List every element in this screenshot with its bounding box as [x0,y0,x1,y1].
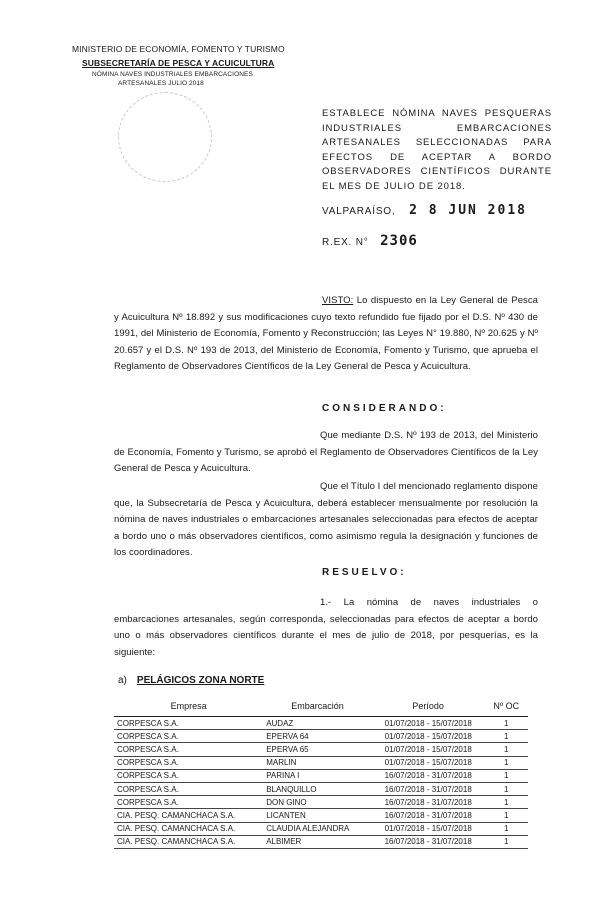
cell-oc: 1 [485,809,528,822]
official-stamp [118,92,212,182]
header-periodo: Período [372,696,485,717]
cell-embarcacion: ALBIMER [263,835,372,848]
cell-periodo: 01/07/2018 - 15/07/2018 [372,756,485,769]
considerando-2: Que el Título I del mencionado reglamento dispone que, la Subsecretaría de Pesca y Acuicultura, deberá establecer mensualmente por resolución la nómina de naves industriales o embarcaciones artesanales seleccionadas para efectos de aceptar a bordo uno o más observadores científicos, como asimismo regula la designación y funciones de los coordinadores. [114,481,538,559]
cell-empresa: CORPESCA S.A. [114,743,263,756]
header-oc: Nº OC [485,696,528,717]
visto-label: VISTO: [322,295,354,306]
header-subline-1: NÓMINA NAVES INDUSTRIALES EMBARCACIONES [92,71,253,78]
table-header-row [114,696,528,717]
cell-empresa: CORPESCA S.A. [114,796,263,809]
cell-periodo: 01/07/2018 - 15/07/2018 [372,743,485,756]
section-a-heading [118,675,264,686]
table-row [114,717,528,730]
cell-periodo: 16/07/2018 - 31/07/2018 [372,796,485,809]
cell-periodo: 01/07/2018 - 15/07/2018 [372,822,485,835]
cell-embarcacion: DON GINO [263,796,372,809]
cell-empresa: CORPESCA S.A. [114,756,263,769]
table-row [114,756,528,769]
subsecretaria-header: SUBSECRETARÍA DE PESCA Y ACUICULTURA [82,58,275,68]
table-row [114,796,528,809]
vessel-table [114,696,528,849]
cell-oc: 1 [485,796,528,809]
cell-periodo: 16/07/2018 - 31/07/2018 [372,809,485,822]
handwritten-date: 2 8 JUN 2018 [409,203,527,218]
cell-embarcacion: CLAUDIA ALEJANDRA [263,822,372,835]
cell-empresa: CIA. PESQ. CAMANCHACA S.A. [114,835,263,848]
resuelvo-1: 1.- La nómina de naves industriales o embarcaciones artesanales, según corresponda, seleccionadas para efectos de aceptar a bordo uno o más observadores científicos durante el mes de julio de 2018, por pesquerías, es la siguiente: [114,597,538,658]
resuelvo-heading: RESUELVO: [322,567,407,578]
table-row [114,835,528,848]
cell-periodo: 16/07/2018 - 31/07/2018 [372,782,485,795]
cell-empresa: CIA. PESQ. CAMANCHACA S.A. [114,822,263,835]
cell-embarcacion: AUDAZ [263,717,372,730]
cell-embarcacion: PARINA I [263,769,372,782]
cell-periodo: 16/07/2018 - 31/07/2018 [372,769,485,782]
cell-embarcacion: LICANTEN [263,809,372,822]
ministry-header: MINISTERIO DE ECONOMÍA, FOMENTO Y TURISMO [72,44,285,54]
table-row [114,782,528,795]
cell-periodo: 16/07/2018 - 31/07/2018 [372,835,485,848]
resolution-number [322,233,418,249]
cell-periodo: 01/07/2018 - 15/07/2018 [372,717,485,730]
considerando-heading: CONSIDERANDO: [322,403,447,414]
place-label: VALPARAÍSO, [322,206,396,217]
cell-embarcacion: EPERVA 64 [263,730,372,743]
visto-text: Lo dispuesto en la Ley General de Pesca y Acuicultura Nº 18.892 y sus modificaciones cuyo texto refundido fue fijado por el D.S. Nº 430 de 1991, del Ministerio de Economía, Fomento y Reconstrucción; las Leyes N° 19.880, Nº 20.625 y Nº 20.657 y el D.S. Nº 193 de 2013, del Ministerio de Economía, Fomento y Turismo, que aprueba el Reglamento de Observadores Científicos de la Ley General de Pesca y Acuicultura. [114,295,538,373]
cell-oc: 1 [485,717,528,730]
cell-embarcacion: MARLIN [263,756,372,769]
cell-embarcacion: EPERVA 65 [263,743,372,756]
resolution-label: R.EX. N° [322,237,369,248]
table-row [114,743,528,756]
cell-empresa: CORPESCA S.A. [114,730,263,743]
header-empresa: Empresa [114,696,263,717]
cell-oc: 1 [485,756,528,769]
cell-oc: 1 [485,822,528,835]
cell-oc: 1 [485,769,528,782]
table-row [114,809,528,822]
table-row [114,730,528,743]
cell-oc: 1 [485,782,528,795]
cell-empresa: CORPESCA S.A. [114,717,263,730]
visto-paragraph [114,293,538,376]
cell-oc: 1 [485,730,528,743]
cell-oc: 1 [485,835,528,848]
cell-embarcacion: BLANQUILLO [263,782,372,795]
cell-empresa: CORPESCA S.A. [114,782,263,795]
place-date [322,203,527,218]
section-a-letter: a) [118,675,127,686]
section-a-title: PELÁGICOS ZONA NORTE [136,675,265,686]
table-row [114,822,528,835]
cell-empresa: CIA. PESQ. CAMANCHACA S.A. [114,809,263,822]
considerando-1: Que mediante D.S. Nº 193 de 2013, del Ministerio de Economía, Fomento y Turismo, se aprobó el Reglamento de Observadores Científicos de la Ley General de Pesca y Acuicultura. [114,430,538,475]
cell-periodo: 01/07/2018 - 15/07/2018 [372,730,485,743]
table-row [114,769,528,782]
header-subline-2: ARTESANALES JULIO 2018 [118,80,204,87]
header-embarcacion: Embarcación [263,696,372,717]
cell-empresa: CORPESCA S.A. [114,769,263,782]
decree-title: ESTABLECE NÓMINA NAVES PESQUERAS INDUSTRIALES EMBARCACIONES ARTESANALES SELECCIONADAS PARA EFECTOS DE ACEPTAR A BORDO OBSERVADORES CIENTÍFICOS DURANTE EL MES DE JULIO DE 2018. [322,108,552,192]
resolution-number-handwritten: 2306 [380,233,418,249]
cell-oc: 1 [485,743,528,756]
